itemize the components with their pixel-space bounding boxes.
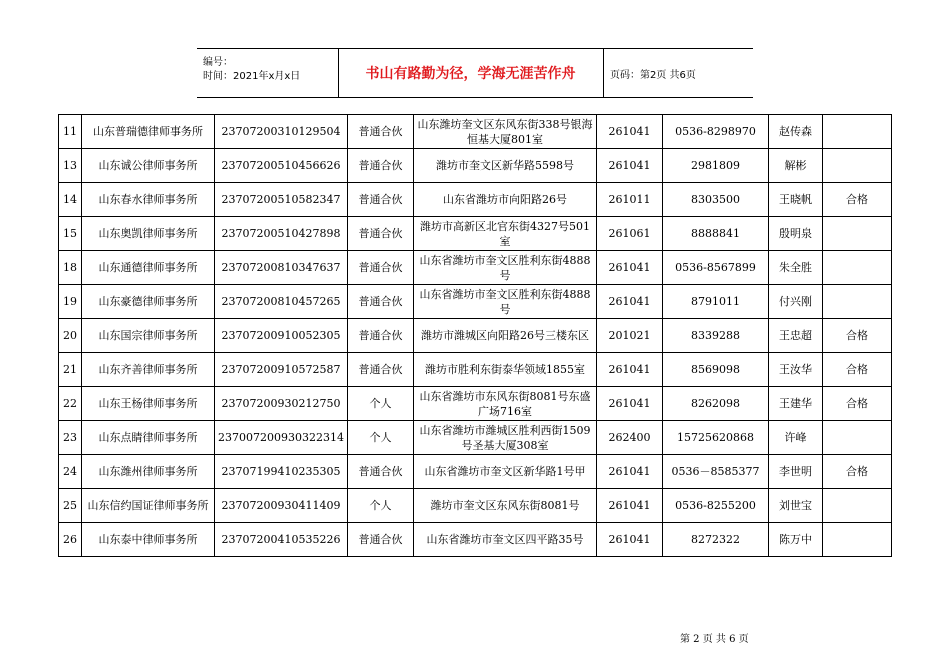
law-firm-table: [58, 114, 892, 557]
responsible-person: 付兴刚: [769, 285, 823, 319]
responsible-person: 许峰: [769, 421, 823, 455]
row-number: 19: [59, 285, 82, 319]
table-row: [59, 319, 892, 353]
table-row: [59, 183, 892, 217]
row-number: 26: [59, 523, 82, 557]
responsible-person: 刘世宝: [769, 489, 823, 523]
responsible-person: 王汝华: [769, 353, 823, 387]
inspection-result: 合格: [823, 183, 892, 217]
postal-code: 261041: [597, 523, 663, 557]
phone-number: 8791011: [663, 285, 769, 319]
firm-name: 山东通德律师事务所: [82, 251, 215, 285]
phone-number: 2981809: [663, 149, 769, 183]
firm-address: 山东省潍坊市奎文区胜利东街4888号: [414, 251, 597, 285]
license-code: 23707200930411409: [215, 489, 348, 523]
postal-code: 261041: [597, 115, 663, 149]
table-row: [59, 149, 892, 183]
firm-address: 潍坊市奎文区东风东街8081号: [414, 489, 597, 523]
inspection-result: [823, 115, 892, 149]
firm-address: 山东省潍坊市奎文区新华路1号甲: [414, 455, 597, 489]
license-code: 237007200930322314: [215, 421, 348, 455]
postal-code: 261041: [597, 149, 663, 183]
firm-name: 山东普瑞德律师事务所: [82, 115, 215, 149]
firm-name: 山东春水律师事务所: [82, 183, 215, 217]
table-row: [59, 489, 892, 523]
table-row: [59, 285, 892, 319]
inspection-result: 合格: [823, 319, 892, 353]
organization-type: 个人: [348, 421, 414, 455]
table-row: [59, 353, 892, 387]
firm-name: 山东豪德律师事务所: [82, 285, 215, 319]
inspection-result: [823, 285, 892, 319]
license-code: 23707200810457265: [215, 285, 348, 319]
inspection-result: [823, 251, 892, 285]
row-number: 24: [59, 455, 82, 489]
inspection-result: 合格: [823, 353, 892, 387]
inspection-result: [823, 217, 892, 251]
table-row: [59, 115, 892, 149]
phone-number: 0536-8255200: [663, 489, 769, 523]
organization-type: 普通合伙: [348, 115, 414, 149]
firm-name: 山东泰中律师事务所: [82, 523, 215, 557]
phone-number: 8303500: [663, 183, 769, 217]
inspection-result: [823, 149, 892, 183]
license-code: 23707200910052305: [215, 319, 348, 353]
organization-type: 普通合伙: [348, 455, 414, 489]
firm-name: 山东国宗律师事务所: [82, 319, 215, 353]
firm-address: 山东省潍坊市奎文区四平路35号: [414, 523, 597, 557]
firm-address: 山东省潍坊市向阳路26号: [414, 183, 597, 217]
firm-address: 潍坊市潍城区向阳路26号三楼东区: [414, 319, 597, 353]
phone-number: 8569098: [663, 353, 769, 387]
row-number: 13: [59, 149, 82, 183]
table-row: [59, 387, 892, 421]
license-code: 23707200810347637: [215, 251, 348, 285]
license-code: 23707200510427898: [215, 217, 348, 251]
responsible-person: 王晓帆: [769, 183, 823, 217]
firm-address: 潍坊市奎文区新华路5598号: [414, 149, 597, 183]
document-number-label: 编号：: [203, 57, 233, 68]
header-page-info: 页码：第2页 共6页: [610, 69, 696, 81]
table-row: [59, 421, 892, 455]
organization-type: 普通合伙: [348, 523, 414, 557]
organization-type: 个人: [348, 387, 414, 421]
responsible-person: 陈万中: [769, 523, 823, 557]
row-number: 18: [59, 251, 82, 285]
document-date: 时间：2021年x月x日: [203, 71, 301, 82]
responsible-person: 李世明: [769, 455, 823, 489]
page-footer: 第 2 页 共 6 页: [680, 634, 749, 645]
license-code: 23707200510456626: [215, 149, 348, 183]
firm-name: 山东奥凯律师事务所: [82, 217, 215, 251]
responsible-person: 解彬: [769, 149, 823, 183]
row-number: 23: [59, 421, 82, 455]
license-code: 23707200910572587: [215, 353, 348, 387]
firm-name: 山东王杨律师事务所: [82, 387, 215, 421]
responsible-person: 朱全胜: [769, 251, 823, 285]
responsible-person: 赵传森: [769, 115, 823, 149]
postal-code: 261041: [597, 251, 663, 285]
header-motto: 书山有路勤为径，学海无涯苦作舟: [338, 49, 604, 97]
license-code: 23707200310129504: [215, 115, 348, 149]
firm-name: 山东信约国证律师事务所: [82, 489, 215, 523]
table-body: [59, 115, 892, 557]
firm-address: 山东潍坊奎文区东风东街338号银海恒基大厦801室: [414, 115, 597, 149]
organization-type: 普通合伙: [348, 353, 414, 387]
postal-code: 261041: [597, 387, 663, 421]
firm-name: 山东诚公律师事务所: [82, 149, 215, 183]
row-number: 14: [59, 183, 82, 217]
firm-name: 山东齐善律师事务所: [82, 353, 215, 387]
row-number: 20: [59, 319, 82, 353]
inspection-result: 合格: [823, 387, 892, 421]
table-row: [59, 251, 892, 285]
inspection-result: 合格: [823, 455, 892, 489]
license-code: 23707200510582347: [215, 183, 348, 217]
organization-type: 个人: [348, 489, 414, 523]
row-number: 22: [59, 387, 82, 421]
page-header: [197, 48, 753, 98]
organization-type: 普通合伙: [348, 183, 414, 217]
row-number: 25: [59, 489, 82, 523]
phone-number: 8339288: [663, 319, 769, 353]
organization-type: 普通合伙: [348, 149, 414, 183]
postal-code: 261041: [597, 353, 663, 387]
inspection-result: [823, 421, 892, 455]
postal-code: 261011: [597, 183, 663, 217]
firm-name: 山东点睛律师事务所: [82, 421, 215, 455]
row-number: 21: [59, 353, 82, 387]
postal-code: 261041: [597, 489, 663, 523]
responsible-person: 王建华: [769, 387, 823, 421]
responsible-person: 王忠超: [769, 319, 823, 353]
phone-number: 8888841: [663, 217, 769, 251]
organization-type: 普通合伙: [348, 251, 414, 285]
firm-address: 潍坊市高新区北官东街4327号501室: [414, 217, 597, 251]
postal-code: 201021: [597, 319, 663, 353]
phone-number: 8272322: [663, 523, 769, 557]
organization-type: 普通合伙: [348, 285, 414, 319]
postal-code: 261041: [597, 285, 663, 319]
firm-address: 山东省潍坊市奎文区胜利东街4888号: [414, 285, 597, 319]
postal-code: 261041: [597, 455, 663, 489]
postal-code: 262400: [597, 421, 663, 455]
row-number: 15: [59, 217, 82, 251]
row-number: 11: [59, 115, 82, 149]
responsible-person: 殷明泉: [769, 217, 823, 251]
table-row: [59, 217, 892, 251]
table-row: [59, 523, 892, 557]
table-row: [59, 455, 892, 489]
phone-number: 0536-8298970: [663, 115, 769, 149]
firm-address: 潍坊市胜利东街泰华领域1855室: [414, 353, 597, 387]
license-code: 23707200410535226: [215, 523, 348, 557]
firm-address: 山东省潍坊市潍城区胜利西街1509号圣基大厦308室: [414, 421, 597, 455]
license-code: 23707199410235305: [215, 455, 348, 489]
firm-name: 山东潍州律师事务所: [82, 455, 215, 489]
firm-address: 山东省潍坊市东风东街8081号东盛广场716室: [414, 387, 597, 421]
organization-type: 普通合伙: [348, 319, 414, 353]
phone-number: 0536-8567899: [663, 251, 769, 285]
phone-number: 8262098: [663, 387, 769, 421]
phone-number: 0536－8585377: [663, 455, 769, 489]
inspection-result: [823, 523, 892, 557]
license-code: 23707200930212750: [215, 387, 348, 421]
phone-number: 15725620868: [663, 421, 769, 455]
inspection-result: [823, 489, 892, 523]
header-meta: [197, 49, 339, 97]
organization-type: 普通合伙: [348, 217, 414, 251]
postal-code: 261061: [597, 217, 663, 251]
